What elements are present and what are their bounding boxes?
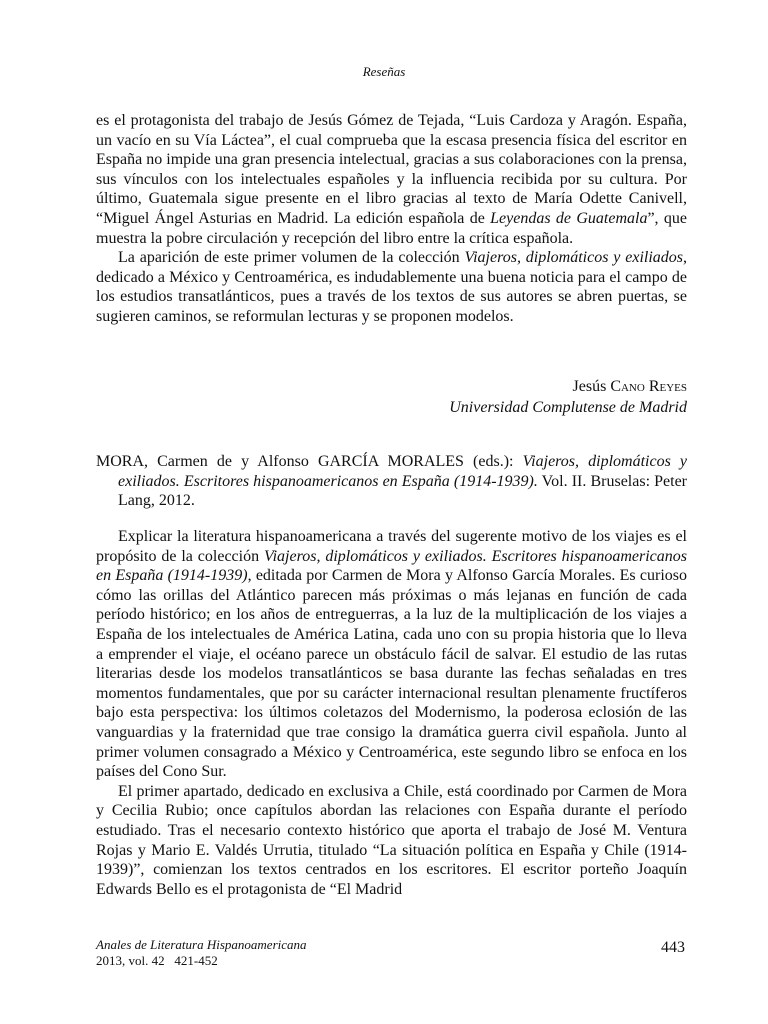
review-1-body — [96, 111, 687, 327]
page-number: 443 — [661, 939, 685, 956]
citation: MORA, Carmen de y Alfonso GARCÍA MORALES (eds.): Viajeros, diplomáticos y exiliados. Escritores hispanoamericanos en España (1914-1939). Vol. II. Bruselas: Peter Lang, 2012. — [96, 453, 688, 510]
review-2-body — [96, 527, 687, 899]
reviewer-affiliation: Universidad Complutense de Madrid — [449, 399, 687, 416]
journal-title: Anales de Literatura Hispanoamericana — [96, 937, 307, 952]
review-1-paragraph-2: La aparición de este primer volumen de la colección Viajeros, diplomáticos y exiliados, dedicado a México y Centroamérica, es indudablemente una buena noticia para el campo de los estudios transatlánticos, pues a través de los textos de sus autores se abren puertas, se sugieren caminos, se reformulan lecturas y se proponen modelos. — [96, 249, 688, 325]
journal-issue: 2013, vol. 42 421-452 — [96, 953, 218, 968]
review-1-paragraph-1: es el protagonista del trabajo de Jesús Gómez de Tejada, “Luis Cardoza y Aragón. España, un vacío en su Vía Láctea”, el cual comprueba que la escasa presencia física del escritor en España no impide una gran presencia intelectual, gracias a sus colaboraciones con la prensa, sus vínculos con los intelectuales españoles y la influencia recibida por su cultura. Por último, Guatemala sigue presente en el libro gracias al texto de María Odette Canivell, “Miguel Ángel Asturias en Madrid. La edición española de Leyendas de Guatemala”, que muestra la pobre circulación y recepción del libro entre la crítica española. — [96, 112, 687, 247]
running-head: Reseñas — [362, 64, 406, 79]
footer-journal — [96, 937, 307, 969]
review-1-signature — [449, 376, 687, 418]
review-2-paragraph-1: Explicar la literatura hispanoamericana a través del sugerente motivo de los viajes es el propósito de la colección Viajeros, diplomáticos y exiliados. Escritores hispanoamericanos en España (1914-1939), editada por Carmen de Mora y Alfonso García Morales. Es curioso cómo las orillas del Atlántico parecen más próximas o más lejanas en función de cada período histórico; en los años de entreguerras, a la luz de la multiplicación de los viajes a España de los intelectuales de América Latina, cada uno con su propia historia que lo lleva a emprender el viaje, el océano parece un obstáculo fácil de salvar. El estudio de las rutas literarias desde los modelos transatlánticos se basa durante las fechas señaladas en tres momentos fundamentales, que por su carácter internacional resultan plenamente fructíferos bajo esta perspectiva: los últimos coletazos del Modernismo, la poderosa eclosión de las vanguardias y la fraternidad que trae consigo la dramática guerra civil española. Junto al primer volumen consagrado a México y Centroamérica, este segundo libro se enfoca en los países del Cono Sur. — [96, 528, 688, 781]
review-2-citation — [96, 452, 687, 511]
reviewer-name: Jesús Cano Reyes — [572, 378, 687, 395]
review-2-paragraph-2: El primer apartado, dedicado en exclusiva a Chile, está coordinado por Carmen de Mora y Cecilia Rubio; once capítulos abordan las relaciones con España durante el período estudiado. Tras el necesario contexto histórico que aporta el trabajo de José M. Ventura Rojas y Mario E. Valdés Urrutia, titulado “La situación política en España y Chile (1914-1939)”, comienzan los textos centrados en los escritores. El escritor porteño Joaquín Edwards Bello es el protagonista de “El Madrid — [96, 782, 687, 898]
